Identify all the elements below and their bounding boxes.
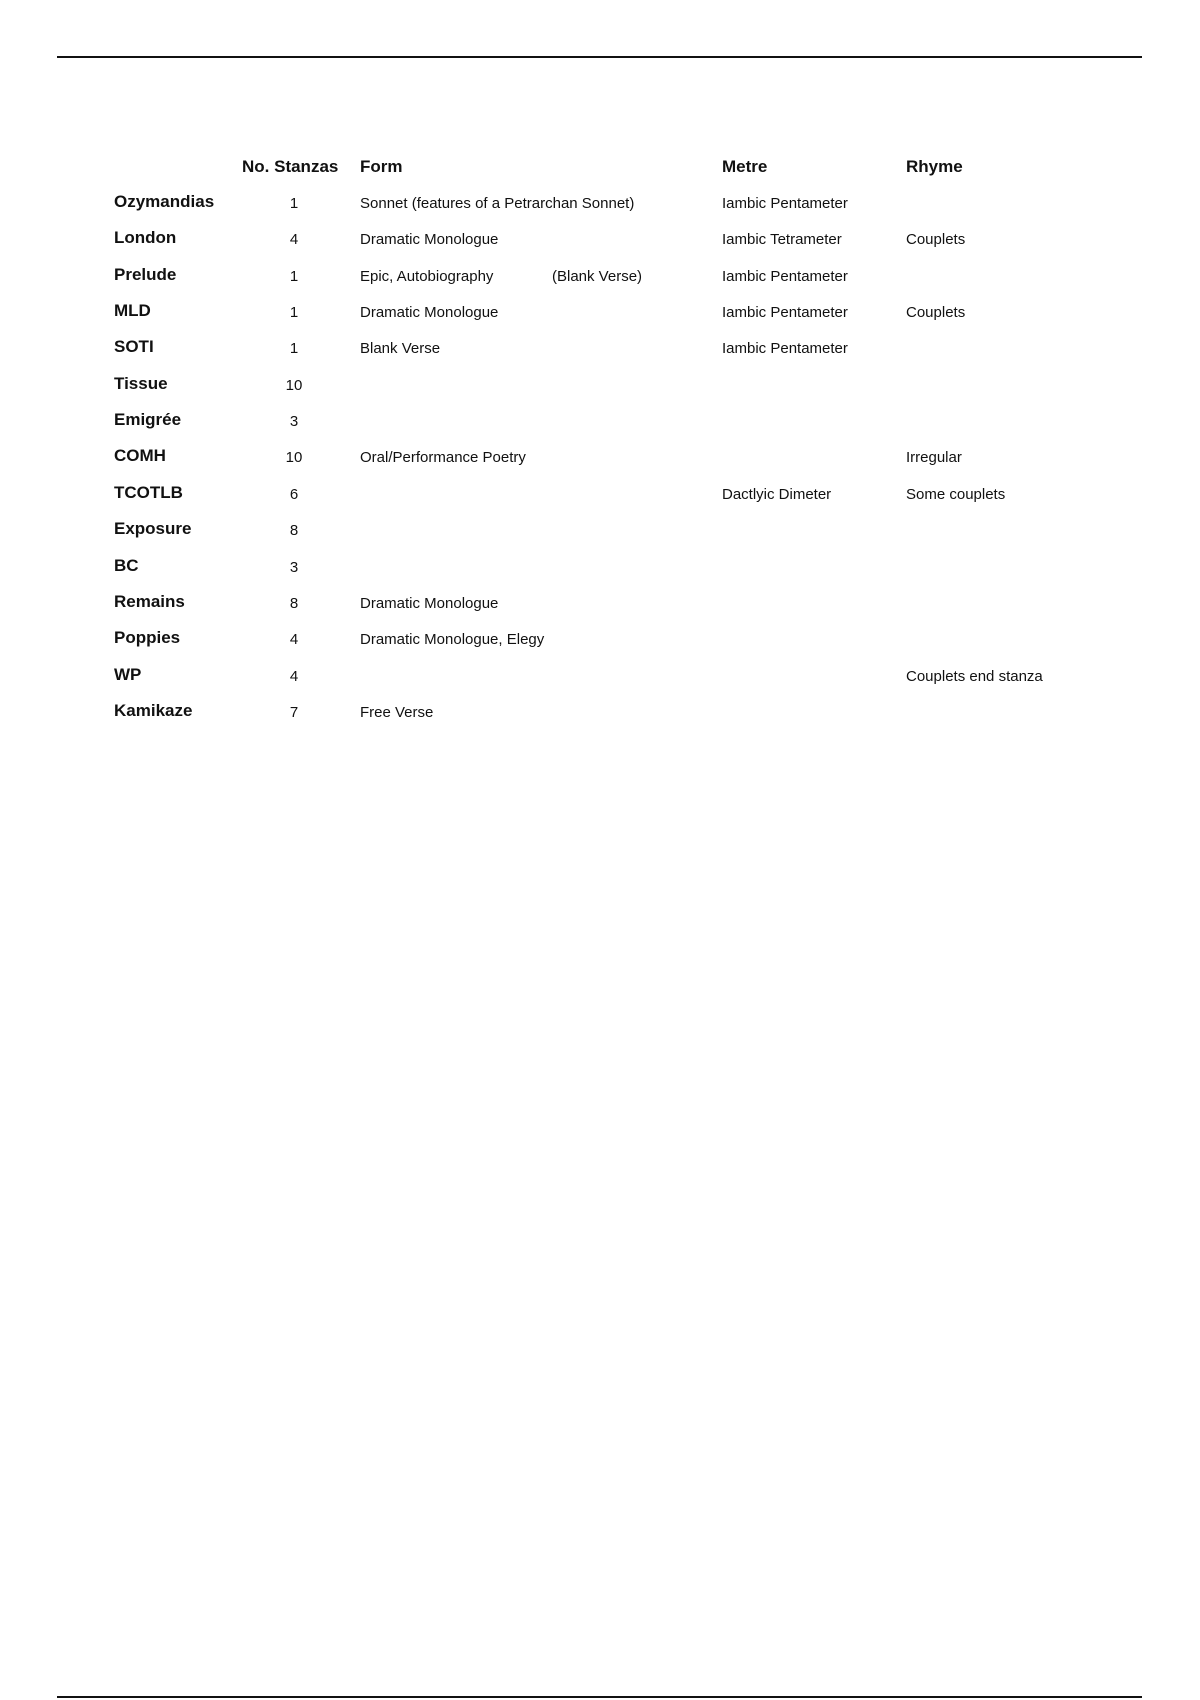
header-rhyme: Rhyme — [906, 157, 963, 176]
stanza-count: 3 — [289, 413, 299, 430]
footer-rule — [57, 1696, 1142, 1698]
rhyme-text: Couplets — [906, 304, 966, 321]
poem-name: Remains — [114, 592, 185, 611]
poem-name: TCOTLB — [114, 483, 183, 502]
poem-name: Tissue — [114, 374, 168, 393]
stanza-count: 1 — [289, 268, 299, 285]
form-text: Sonnet (features of a Petrarchan Sonnet) — [360, 195, 635, 212]
poem-name: COMH — [114, 446, 166, 465]
stanza-count: 4 — [289, 231, 299, 248]
stanza-count: 1 — [289, 304, 299, 321]
stanza-count: 10 — [285, 377, 303, 394]
stanza-count: 8 — [289, 522, 299, 539]
form-text: Dramatic Monologue — [360, 304, 499, 321]
metre-text: Iambic Pentameter — [722, 268, 848, 285]
poem-name: SOTI — [114, 337, 154, 356]
metre-text: Iambic Tetrameter — [722, 231, 842, 248]
metre-text: Iambic Pentameter — [722, 304, 848, 321]
metre-text: Iambic Pentameter — [722, 195, 848, 212]
stanza-count: 4 — [289, 631, 299, 648]
poem-name: BC — [114, 556, 139, 575]
form-text: Oral/Performance Poetry — [360, 449, 526, 466]
form-text: Epic, Autobiography — [360, 268, 494, 285]
stanza-count: 10 — [285, 449, 303, 466]
stanza-count: 8 — [289, 595, 299, 612]
form-text: Dramatic Monologue — [360, 231, 499, 248]
form-text: Dramatic Monologue, Elegy — [360, 631, 545, 648]
form-extra-text: (Blank Verse) — [552, 268, 643, 285]
metre-text: Iambic Pentameter — [722, 340, 848, 357]
stanza-count: 1 — [289, 195, 299, 212]
rhyme-text: Couplets — [906, 231, 966, 248]
poem-name: WP — [114, 665, 142, 684]
poem-name: Exposure — [114, 519, 192, 538]
rhyme-text: Couplets end stanza — [906, 668, 1043, 685]
rhyme-text: Irregular — [906, 449, 962, 466]
header-stanzas: No. Stanzas — [242, 157, 339, 176]
poem-name: Poppies — [114, 628, 181, 647]
stanza-count: 4 — [289, 668, 299, 685]
stanza-count: 7 — [289, 704, 299, 721]
poem-name: London — [114, 228, 177, 247]
header-metre: Metre — [722, 157, 768, 176]
header-rule — [57, 56, 1142, 58]
stanza-count: 3 — [289, 559, 299, 576]
metre-text: Dactlyic Dimeter — [722, 486, 832, 503]
poem-name: Kamikaze — [114, 701, 193, 720]
form-text: Free Verse — [360, 704, 434, 721]
poem-name: Prelude — [114, 265, 177, 284]
header-form: Form — [360, 157, 403, 176]
stanza-count: 6 — [289, 486, 299, 503]
poem-name: MLD — [114, 301, 151, 320]
stanza-count: 1 — [289, 340, 299, 357]
rhyme-text: Some couplets — [906, 486, 1006, 503]
poem-name: Emigrée — [114, 410, 182, 429]
form-text: Dramatic Monologue — [360, 595, 499, 612]
form-text: Blank Verse — [360, 340, 441, 357]
poem-name: Ozymandias — [114, 192, 215, 211]
